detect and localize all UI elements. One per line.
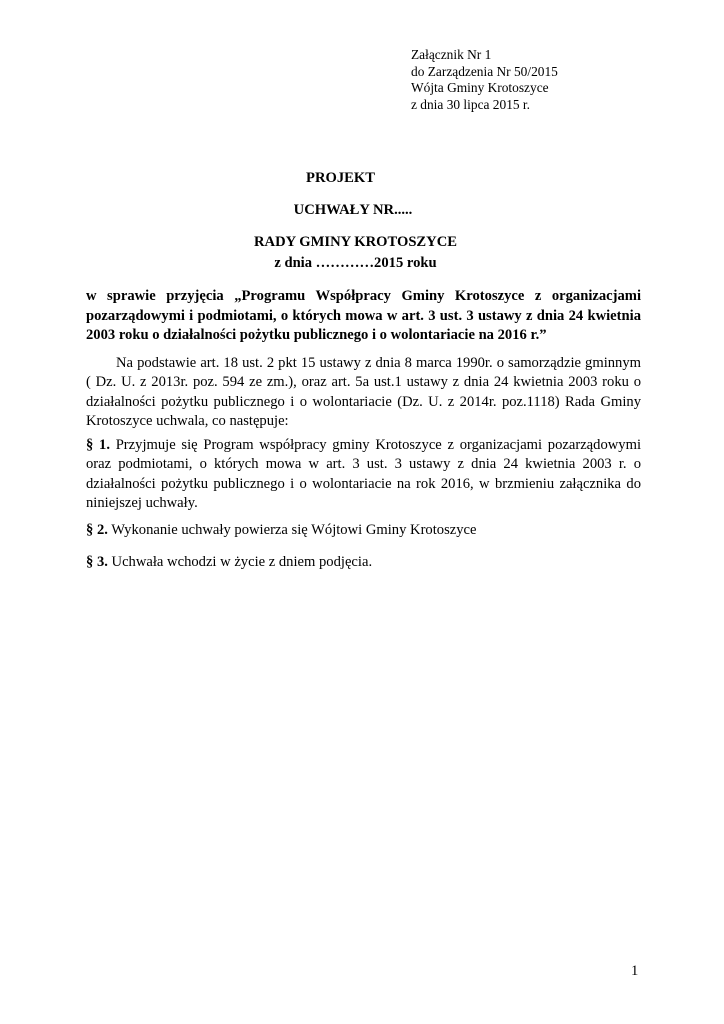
section-1-text: Przyjmuje się Program współpracy gminy Krotoszyce z organizacjami pozarządowymi oraz podmiotami, o których mowa w art. 3 ust. 3 ustawy z dnia 24 kwietnia 2003 r. o działalności pożytku publicznego i o wolontariacie na rok 2016, w brzmieniu załącznika do niniejszej uchwały. [86, 437, 642, 512]
annex-order-ref: do Zarządzenia Nr 50/2015 [411, 63, 558, 79]
annex-issuer: Wójta Gminy Krotoszyce [411, 80, 549, 96]
resolution-subject: w sprawie przyjęcia „Programu Współpracy Gminy Krotoszyce z organizacjami pozarządowymi i podmiotami, o których mowa w art. 3 ust. 3 ustawy z dnia 24 kwietnia 2003 roku o działalności pożytku publicznego i o wolontariacie na 2016 r.” [86, 288, 641, 344]
page-number: 1 [631, 963, 639, 979]
heading-projekt: PROJEKT [306, 170, 375, 186]
section-3 [86, 553, 641, 572]
section-2 [86, 521, 641, 540]
section-1-number: § 1. [86, 437, 110, 453]
section-3-number: § 3. [86, 554, 108, 570]
annex-number: Załącznik Nr 1 [411, 47, 492, 62]
heading-resolution-number: UCHWAŁY NR..... [293, 202, 413, 218]
heading-resolution-date: z dnia …………2015 roku [274, 255, 437, 271]
section-2-number: § 2. [86, 522, 108, 538]
legal-basis-paragraph: Na podstawie art. 18 ust. 2 pkt 15 ustawy z dnia 8 marca 1990r. o samorządzie gminnym ( Dz. U. z 2013r. poz. 594 ze zm.), oraz art. 5a ust.1 ustawy z dnia 24 kwietnia 2003 roku o działalności pożytku publicznego i o wolontariacie (Dz. U. z 2014r. poz.1118) Rada Gminy Krotoszyce uchwala, co następuje: [86, 355, 641, 430]
annex-header [411, 47, 558, 113]
heading-council: RADY GMINY KROTOSZYCE [254, 234, 457, 250]
section-1 [86, 436, 641, 514]
section-3-text: Uchwała wchodzi w życie z dniem podjęcia. [107, 554, 373, 570]
section-2-text: Wykonanie uchwały powierza się Wójtowi Gminy Krotoszyce [107, 522, 477, 538]
annex-date: z dnia 30 lipca 2015 r. [411, 96, 530, 112]
